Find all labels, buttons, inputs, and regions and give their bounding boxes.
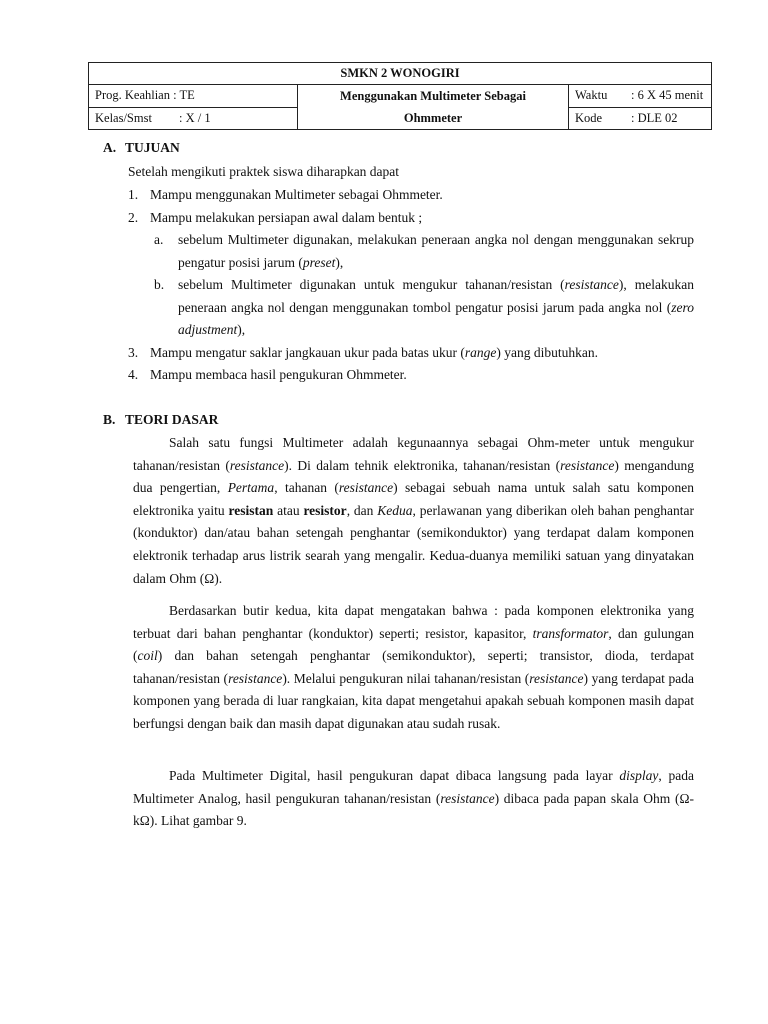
text-run: Berdasarkan butir kedua, kita dapat mengatakan bahwa : pada komponen elektronika yang terbuat dari bahan penghantar (konduktor) seperti; resistor, kapasitor, [133,603,694,641]
list-item [128,184,694,207]
section-b-title: TEORI DASAR [125,412,219,427]
italic-term: zero adjustment [178,299,694,337]
text-run: , tahanan ( [274,480,339,496]
text-run: ) dan bahan setengah penghantar (semikonduktor), seperti; transistor, dioda, terdapat tahanan/resistan ( [133,648,694,686]
class-cell [89,107,298,130]
sub-item-letter: b. [154,277,165,292]
italic-term: resistance [529,670,584,686]
item-text: Mampu membaca hasil pengukuran Ohmmeter. [150,367,407,382]
bold-term: resistor [303,502,347,518]
italic-term: Pertama [227,480,275,496]
school-name: SMKN 2 WONOGIRI [89,63,712,85]
header-table [88,62,712,130]
italic-term: resistance [560,457,615,473]
item-text: Mampu menggunakan Multimeter sebagai Ohmmeter. [150,187,443,202]
module-title-line1: Menggunakan Multimeter Sebagai [340,89,526,103]
text-run: , perlawanan yang diberikan oleh bahan penghantar (konduktor) dan/atau bahan setengah penghantar (semikonduktor) yang terdapat dalam komponen elektronik terhadap arus listrik searah yang mengalir. Kedua-duanya memiliki satuan yang dinyatakan dalam Ohm (Ω). [133,502,694,586]
sub-item-text: sebelum Multimeter digunakan, melakukan peneraan angka nol dengan menggunakan sekrup pengatur posisi jarum ( [178,232,694,270]
text-run: atau [273,502,304,518]
paragraph-2 [133,600,694,736]
text-run: ) sebagai sebuah nama untuk salah satu komponen elektronika yaitu [133,480,694,518]
program-cell: Prog. Keahlian : TE [89,85,298,108]
sub-item [154,274,694,342]
text-run: ). Di dalam tehnik elektronika, tahanan/resistan ( [284,457,561,473]
section-a-intro: Setelah mengikuti praktek siswa diharapkan dapat [128,164,400,179]
section-a-heading [103,140,180,156]
item-text: Mampu melakukan persiapan awal dalam bentuk ; [150,209,423,225]
text-run: Salah satu fungsi Multimeter adalah kegunaannya sebagai Ohm-meter untuk mengukur tahanan/resistan ( [133,435,694,473]
italic-term: preset [302,254,336,270]
class-label: Kelas/Smst [95,110,152,125]
italic-term: range [464,344,497,360]
sub-item-text-end: ), [237,322,246,337]
item-text: Mampu mengatur saklar jangkauan ukur pada batas ukur ( [150,344,465,360]
item-number: 3. [128,344,139,360]
item-number: 4. [128,367,139,382]
italic-term: coil [137,648,158,664]
item-number: 2. [128,209,139,225]
italic-term: transformator [532,625,609,641]
text-run: ) mengandung dua pengertian, [133,457,694,496]
italic-term: resistance [229,457,285,473]
paragraph-3 [133,765,694,833]
objectives-list [128,184,694,387]
text-run: ) yang terdapat pada komponen yang berada di luar rangkaian, kita dapat mengetahui apakah sebuah komponen masih dapat berfungsi dengan baik dan masih dapat digunakan atau sudah rusak. [133,670,695,731]
list-item [128,342,694,365]
section-b-letter: B. [103,412,116,427]
italic-term: Kedua [377,502,413,518]
text-run: , dan [346,502,378,518]
code-value: : DLE 02 [625,107,712,130]
section-a-title: TUJUAN [125,140,180,155]
italic-term: resistance [228,670,283,686]
text-run: , pada Multimeter Analog, hasil pengukuran tahanan/resistan ( [133,768,694,806]
module-title [298,85,569,130]
italic-term: display [619,768,659,783]
paragraph-1 [133,432,694,590]
section-b-heading [103,412,218,428]
italic-term: resistance [564,277,619,292]
text-run: , dan gulungan ( [133,625,694,664]
time-label: Waktu [569,85,626,108]
sub-item-text: sebelum Multimeter digunakan untuk mengukur tahanan/resistan ( [178,277,565,292]
sub-item [154,229,694,274]
code-label: Kode [569,107,626,130]
item-number: 1. [128,187,139,202]
bold-term: resistan [228,502,274,518]
list-item [128,207,694,342]
sub-item-text-end: ), [335,254,344,270]
list-item [128,364,694,387]
text-run: Pada Multimeter Digital, hasil pengukuran dapat dibaca langsung pada layar [169,768,620,783]
item-text-end: ) yang dibutuhkan. [496,344,599,360]
text-run: ) dibaca pada papan skala Ohm (Ω-kΩ). Lihat gambar 9. [133,790,695,829]
sub-item-letter: a. [154,232,164,247]
sub-item-text-mid: ), melakukan peneraan angka nol dengan menggunakan tombol pengatur posisi jarum pada angka nol ( [178,277,694,315]
time-value: : 6 X 45 menit [625,85,712,108]
text-run: ). Melalui pengukuran nilai tahanan/resistan ( [282,670,530,686]
italic-term: resistance [338,480,394,496]
module-title-line2: Ohmmeter [403,111,463,125]
italic-term: resistance [440,790,495,806]
class-value: : X / 1 [179,110,211,125]
section-a-letter: A. [103,140,117,155]
sub-list [150,229,694,342]
